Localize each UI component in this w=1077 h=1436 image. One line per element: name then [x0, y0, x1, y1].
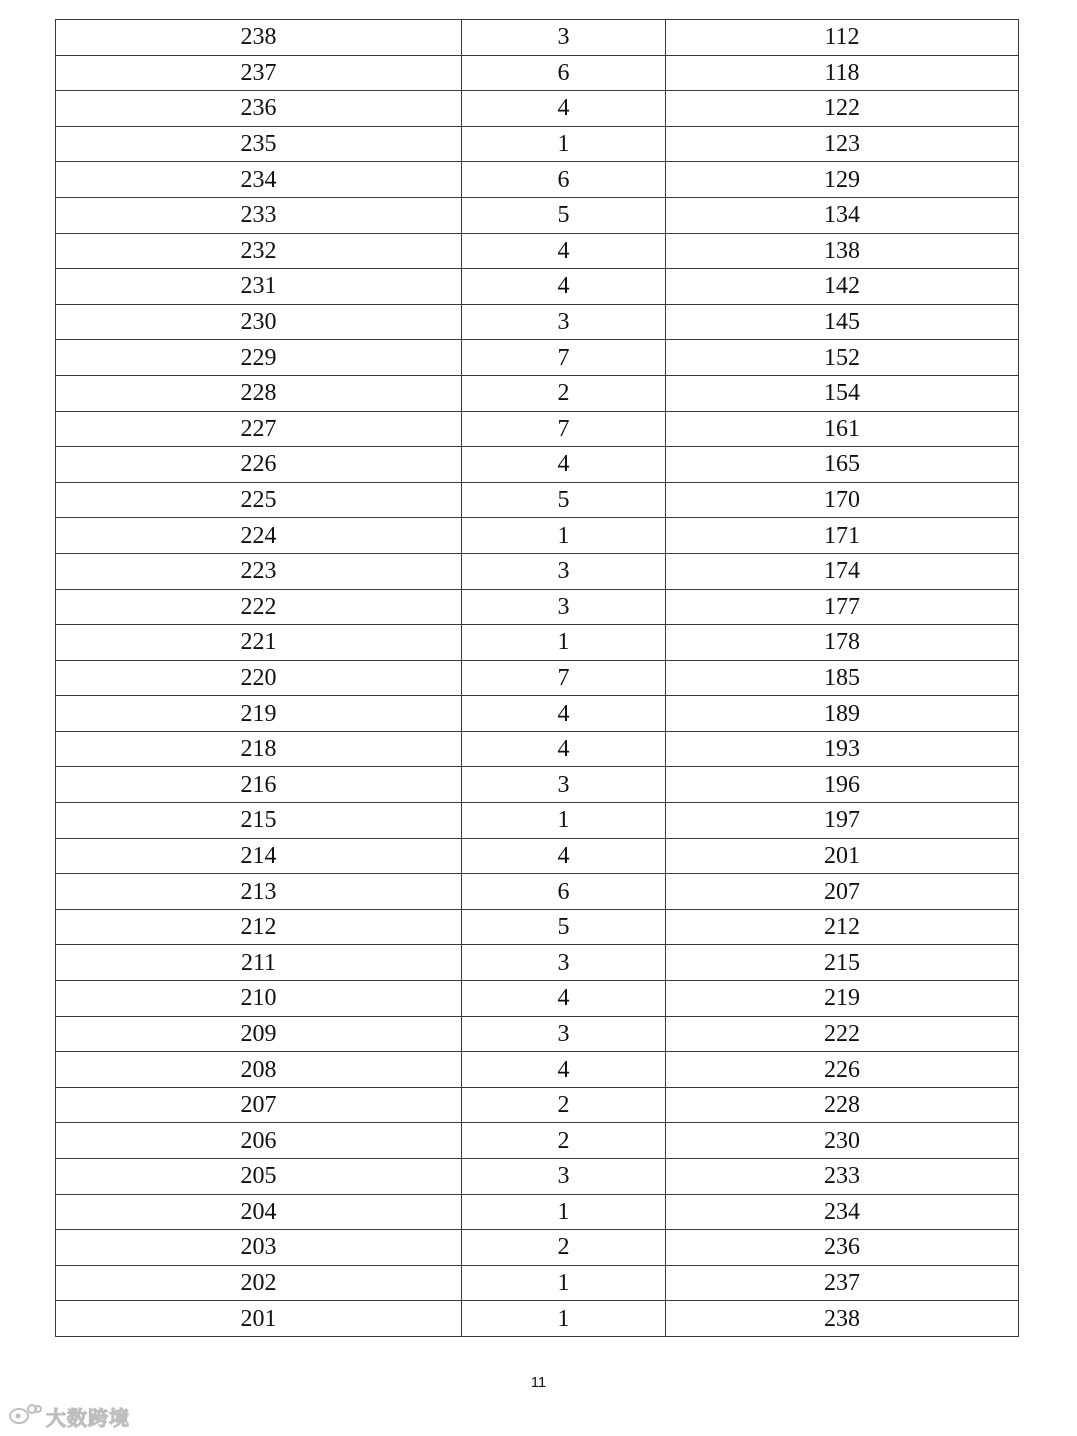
table-cell: 216: [56, 767, 462, 803]
table-cell: 219: [56, 696, 462, 732]
table-cell: 207: [666, 874, 1019, 910]
table-cell: 1: [462, 518, 666, 554]
table-cell: 193: [666, 731, 1019, 767]
table-row: [56, 55, 1019, 91]
table-cell: 196: [666, 767, 1019, 803]
table-row: [56, 340, 1019, 376]
watermark-text: 大数跨境: [46, 1406, 130, 1430]
table-cell: 1: [462, 1265, 666, 1301]
table-cell: 122: [666, 91, 1019, 127]
table-cell: 1: [462, 126, 666, 162]
table-row: [56, 20, 1019, 56]
table-cell: 222: [56, 589, 462, 625]
table-row: [56, 162, 1019, 198]
table-cell: 224: [56, 518, 462, 554]
table-cell: 1: [462, 1301, 666, 1337]
table-row: [56, 731, 1019, 767]
table-cell: 165: [666, 447, 1019, 483]
table-cell: 4: [462, 233, 666, 269]
table-row: [56, 1301, 1019, 1337]
table-cell: 215: [666, 945, 1019, 981]
table-cell: 7: [462, 660, 666, 696]
table-cell: 220: [56, 660, 462, 696]
table-row: [56, 1087, 1019, 1123]
table-row: [56, 1194, 1019, 1230]
table-cell: 154: [666, 375, 1019, 411]
table-cell: 225: [56, 482, 462, 518]
page-number: 11: [530, 1374, 547, 1391]
table-cell: 4: [462, 731, 666, 767]
table-cell: 177: [666, 589, 1019, 625]
table-cell: 228: [56, 375, 462, 411]
table-row: [56, 696, 1019, 732]
table-cell: 1: [462, 625, 666, 661]
table-cell: 226: [56, 447, 462, 483]
table-row: [56, 1123, 1019, 1159]
table-cell: 207: [56, 1087, 462, 1123]
table-cell: 201: [666, 838, 1019, 874]
table-cell: 209: [56, 1016, 462, 1052]
table-cell: 226: [666, 1052, 1019, 1088]
table-row: [56, 269, 1019, 305]
table-cell: 1: [462, 803, 666, 839]
table-cell: 232: [56, 233, 462, 269]
table-row: [56, 304, 1019, 340]
table-cell: 4: [462, 269, 666, 305]
table-cell: 218: [56, 731, 462, 767]
table-cell: 178: [666, 625, 1019, 661]
table-cell: 234: [666, 1194, 1019, 1230]
table-cell: 134: [666, 197, 1019, 233]
table-cell: 227: [56, 411, 462, 447]
table-cell: 4: [462, 838, 666, 874]
table-cell: 5: [462, 909, 666, 945]
table-cell: 4: [462, 981, 666, 1017]
table-cell: 189: [666, 696, 1019, 732]
table-cell: 112: [666, 20, 1019, 56]
table-cell: 1: [462, 1194, 666, 1230]
table-cell: 219: [666, 981, 1019, 1017]
table-row: [56, 411, 1019, 447]
table-cell: 205: [56, 1159, 462, 1195]
table-row: [56, 375, 1019, 411]
table-row: [56, 91, 1019, 127]
table-cell: 231: [56, 269, 462, 305]
table-cell: 4: [462, 696, 666, 732]
table-row: [56, 1265, 1019, 1301]
table-cell: 214: [56, 838, 462, 874]
table-row: [56, 197, 1019, 233]
table-cell: 238: [666, 1301, 1019, 1337]
score-table: [55, 19, 1019, 1337]
table-row: [56, 482, 1019, 518]
table-row: [56, 625, 1019, 661]
table-cell: 2: [462, 375, 666, 411]
table-cell: 230: [56, 304, 462, 340]
table-cell: 215: [56, 803, 462, 839]
table-cell: 118: [666, 55, 1019, 91]
table-cell: 228: [666, 1087, 1019, 1123]
table-cell: 229: [56, 340, 462, 376]
table-row: [56, 126, 1019, 162]
table-cell: 230: [666, 1123, 1019, 1159]
table-cell: 2: [462, 1087, 666, 1123]
table-cell: 221: [56, 625, 462, 661]
table-cell: 5: [462, 197, 666, 233]
table-cell: 222: [666, 1016, 1019, 1052]
table-row: [56, 945, 1019, 981]
table-cell: 210: [56, 981, 462, 1017]
table-cell: 237: [666, 1265, 1019, 1301]
table-cell: 233: [666, 1159, 1019, 1195]
table-row: [56, 981, 1019, 1017]
table-cell: 3: [462, 1159, 666, 1195]
table-row: [56, 660, 1019, 696]
table-cell: 129: [666, 162, 1019, 198]
table-cell: 3: [462, 1016, 666, 1052]
table-cell: 213: [56, 874, 462, 910]
table-cell: 7: [462, 340, 666, 376]
table-cell: 3: [462, 945, 666, 981]
table-row: [56, 233, 1019, 269]
table-cell: 233: [56, 197, 462, 233]
table-cell: 3: [462, 20, 666, 56]
table-row: [56, 1052, 1019, 1088]
table-row: [56, 909, 1019, 945]
table-cell: 152: [666, 340, 1019, 376]
table-cell: 211: [56, 945, 462, 981]
table-cell: 142: [666, 269, 1019, 305]
table-row: [56, 518, 1019, 554]
watermark: [8, 1402, 130, 1431]
table-cell: 3: [462, 767, 666, 803]
weibo-logo-icon: [8, 1402, 42, 1431]
table-row: [56, 589, 1019, 625]
table-cell: 212: [666, 909, 1019, 945]
table-cell: 4: [462, 1052, 666, 1088]
table-row: [56, 874, 1019, 910]
table-row: [56, 1230, 1019, 1266]
table-cell: 212: [56, 909, 462, 945]
table-row: [56, 447, 1019, 483]
table-cell: 197: [666, 803, 1019, 839]
table-cell: 161: [666, 411, 1019, 447]
table-cell: 201: [56, 1301, 462, 1337]
table-cell: 236: [666, 1230, 1019, 1266]
table-row: [56, 767, 1019, 803]
table-cell: 3: [462, 553, 666, 589]
table-cell: 203: [56, 1230, 462, 1266]
table-cell: 138: [666, 233, 1019, 269]
table-cell: 202: [56, 1265, 462, 1301]
table-cell: 4: [462, 91, 666, 127]
table-body: [56, 20, 1019, 1337]
table-cell: 7: [462, 411, 666, 447]
table-row: [56, 1159, 1019, 1195]
table-cell: 171: [666, 518, 1019, 554]
table-cell: 204: [56, 1194, 462, 1230]
table-cell: 6: [462, 162, 666, 198]
table-cell: 234: [56, 162, 462, 198]
table-cell: 185: [666, 660, 1019, 696]
table-cell: 145: [666, 304, 1019, 340]
table-cell: 238: [56, 20, 462, 56]
table-cell: 5: [462, 482, 666, 518]
table-cell: 6: [462, 55, 666, 91]
table-cell: 2: [462, 1123, 666, 1159]
table-row: [56, 1016, 1019, 1052]
table-row: [56, 803, 1019, 839]
table-row: [56, 838, 1019, 874]
table-cell: 4: [462, 447, 666, 483]
table-cell: 170: [666, 482, 1019, 518]
table-cell: 3: [462, 589, 666, 625]
table-cell: 235: [56, 126, 462, 162]
table-cell: 206: [56, 1123, 462, 1159]
table-cell: 236: [56, 91, 462, 127]
table-cell: 223: [56, 553, 462, 589]
table-row: [56, 553, 1019, 589]
table-cell: 3: [462, 304, 666, 340]
table-cell: 174: [666, 553, 1019, 589]
table-cell: 208: [56, 1052, 462, 1088]
table-cell: 2: [462, 1230, 666, 1266]
table-cell: 237: [56, 55, 462, 91]
table-cell: 6: [462, 874, 666, 910]
table-cell: 123: [666, 126, 1019, 162]
